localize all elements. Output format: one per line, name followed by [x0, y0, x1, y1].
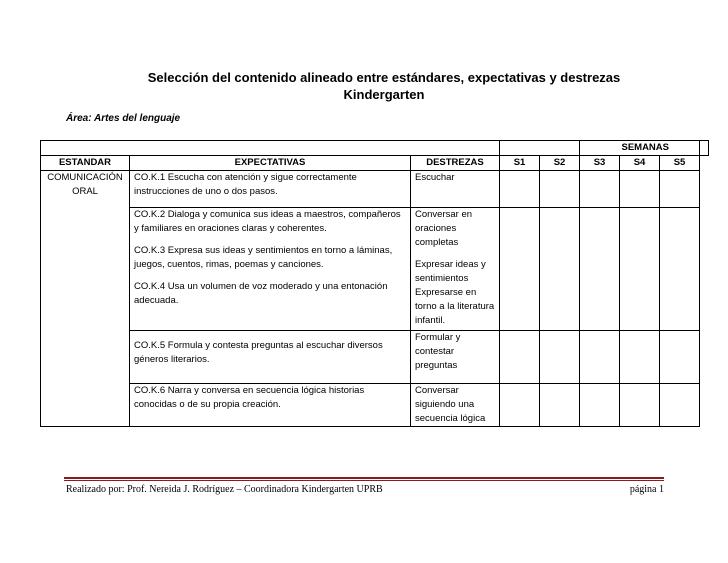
document-subtitle: Kindergarten: [343, 87, 425, 102]
semanas-header: SEMANAS: [580, 141, 700, 156]
expectativa-text: CO.K.3 Expresa sus ideas y sentimientos en torno a láminas, juegos, cuentos, rimas, poemas y canciones.: [134, 245, 393, 270]
expectativa-cell: [130, 384, 411, 427]
header-estandar: ESTANDAR: [41, 156, 130, 171]
destreza-text: Expresar ideas y sentimientos: [415, 259, 486, 284]
page-number: página 1: [629, 484, 664, 495]
expectativa-text: CO.K.5 Formula y contesta preguntas al escuchar diversos géneros literarios.: [134, 340, 383, 365]
table-row: [41, 171, 709, 208]
table-row: [41, 208, 709, 331]
expectativa-cell: [130, 331, 411, 384]
expectativa-text: CO.K.4 Usa un volumen de voz moderado y una entonación adecuada.: [134, 281, 388, 306]
content-table: [40, 140, 709, 427]
destreza-cell: Escuchar: [411, 171, 500, 208]
page-footer: [66, 484, 664, 495]
destreza-text: Expresarse en torno a la literatura infantil.: [415, 287, 495, 326]
header-s4: S4: [620, 156, 660, 171]
header-expectativas: EXPECTATIVAS: [130, 156, 411, 171]
document-title: Selección del contenido alineado entre estándares, expectativas y destrezas: [147, 70, 621, 85]
header-destrezas: DESTREZAS: [411, 156, 500, 171]
table-row: [41, 331, 709, 384]
semanas-header-row: [41, 141, 709, 156]
expectativa-text: CO.K.1 Escucha con atención y sigue correctamente instrucciones de uno o dos pasos.: [134, 172, 357, 197]
table-row: [41, 384, 709, 427]
header-s2: S2: [540, 156, 580, 171]
expectativa-cell: [130, 171, 411, 208]
destreza-cell: Formular y contestar preguntas: [411, 331, 500, 384]
destreza-text: Conversar en oraciones completas: [415, 209, 473, 248]
header-s1: S1: [500, 156, 540, 171]
column-header-row: [41, 156, 709, 171]
expectativa-text: CO.K.6 Narra y conversa en secuencia lógica historias conocidas o de su propia creación.: [134, 385, 365, 410]
destreza-cell: Conversar siguiendo una secuencia lógica: [411, 384, 500, 427]
footer-divider: [64, 477, 664, 479]
expectativa-cell: [130, 208, 411, 331]
estandar-cell: COMUNICACIÓN ORAL: [41, 171, 130, 427]
destreza-cell: [411, 208, 500, 331]
area-label: Área: Artes del lenguaje: [66, 113, 181, 124]
header-s3: S3: [580, 156, 620, 171]
header-s5: S5: [660, 156, 700, 171]
footer-author: Realizado por: Prof. Nereida J. Rodríguez – Coordinadora Kindergarten UPRB: [66, 484, 383, 495]
expectativa-text: CO.K.2 Dialoga y comunica sus ideas a maestros, compañeros y familiares en oraciones claras y coherentes.: [134, 209, 401, 234]
footer-divider: [64, 480, 664, 481]
